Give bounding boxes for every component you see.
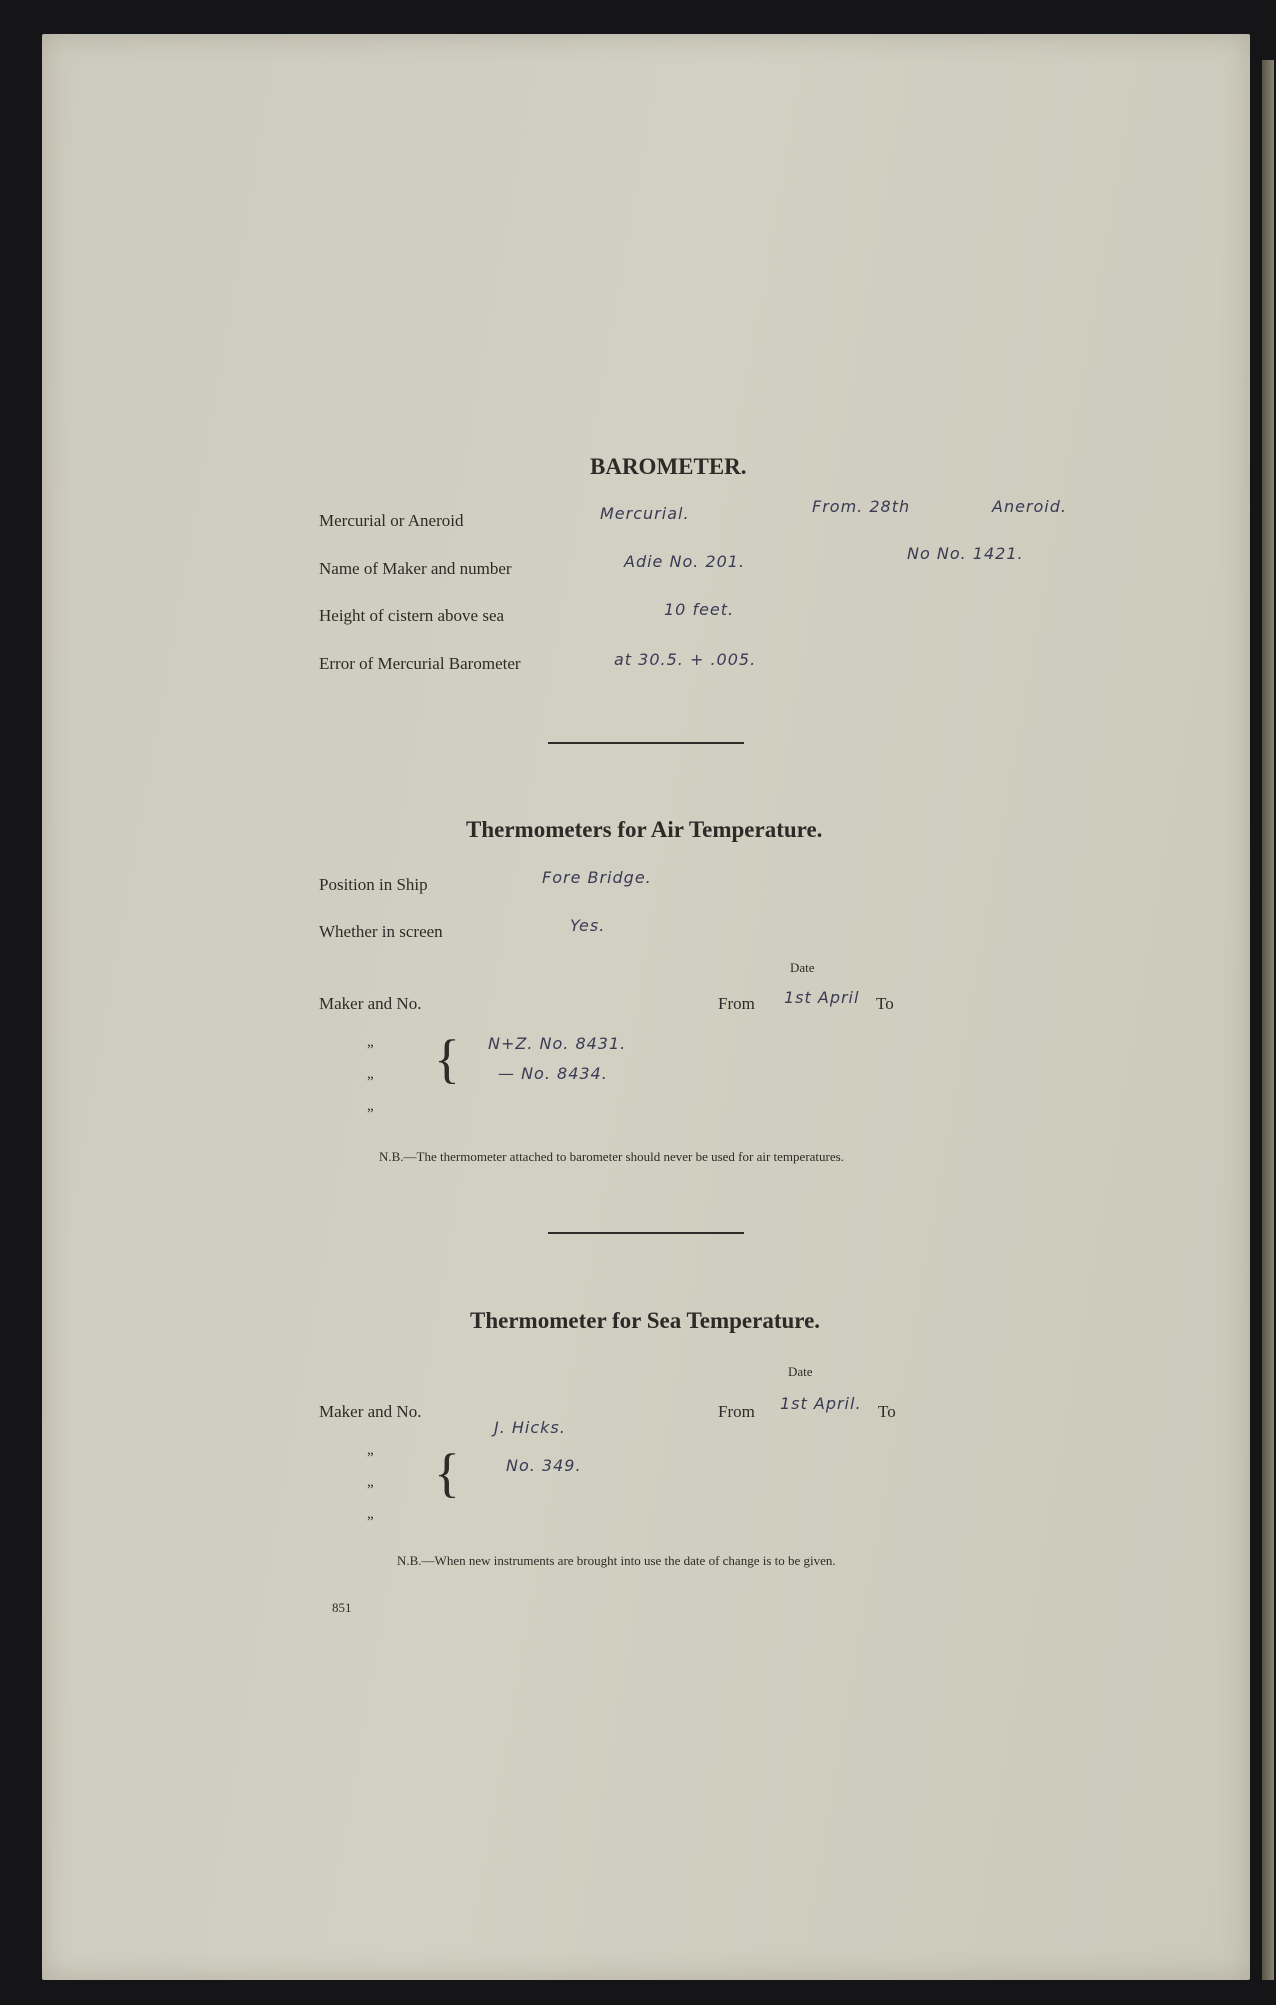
sea-date-header: Date [788,1364,813,1379]
barometer-error-label: Error of Mercurial Barometer [319,654,521,673]
barometer-change-date: From. 28th [812,497,911,516]
air-ditto-1: ” [367,1042,374,1058]
barometer-maker-label: Name of Maker and number [319,559,512,578]
section-divider-1 [548,742,744,744]
sea-note: N.B.—When new instruments are brought into use the date of change is to be given. [397,1553,836,1568]
sea-brace: { [434,1443,460,1503]
barometer-change-number: No No. 1421. [907,544,1024,563]
air-from-date: 1st April [784,988,860,1007]
position-in-ship-label: Position in Ship [319,875,428,894]
sea-maker-label: Maker and No. [319,1402,422,1421]
sea-ditto-1: ” [367,1450,374,1466]
barometer-change-type: Aneroid. [992,497,1067,516]
screen-label: Whether in screen [319,922,443,941]
adjacent-page-edge [1262,60,1274,1980]
barometer-type-label: Mercurial or Aneroid [319,511,464,530]
section-divider-2 [548,1232,744,1234]
barometer-error-value: at 30.5. + .005. [614,650,757,669]
air-date-header: Date [790,960,815,975]
position-in-ship-value: Fore Bridge. [542,868,652,887]
air-from-label: From [718,994,755,1013]
barometer-type-value: Mercurial. [600,504,690,523]
sea-thermometer-title: Thermometer for Sea Temperature. [470,1308,821,1333]
barometer-title: BAROMETER. [590,454,747,479]
screen-value: Yes. [570,916,606,935]
sea-to-label: To [878,1402,896,1421]
barometer-maker-value: Adie No. 201. [624,552,746,571]
air-thermometer-entry-2: — No. 8434. [498,1064,608,1083]
sea-from-label: From [718,1402,755,1421]
air-ditto-2: ” [367,1074,374,1090]
cistern-height-value: 10 feet. [664,600,735,619]
air-note: N.B.—The thermometer attached to barometer should never be used for air temperatures. [379,1149,844,1164]
sea-ditto-3: ” [367,1514,374,1530]
air-to-label: To [876,994,894,1013]
air-ditto-3: ” [367,1106,374,1122]
sea-ditto-2: ” [367,1482,374,1498]
sea-thermometer-maker: J. Hicks. [494,1418,566,1437]
air-thermometer-entry-1: N+Z. No. 8431. [488,1034,627,1053]
air-thermometers-title: Thermometers for Air Temperature. [466,817,823,842]
document-page [42,34,1250,1980]
sea-from-date: 1st April. [780,1394,862,1413]
air-brace: { [434,1029,460,1089]
cistern-height-label: Height of cistern above sea [319,606,505,625]
page-number: 851 [332,1600,352,1615]
sea-thermometer-number: No. 349. [506,1456,582,1475]
air-maker-label: Maker and No. [319,994,422,1013]
